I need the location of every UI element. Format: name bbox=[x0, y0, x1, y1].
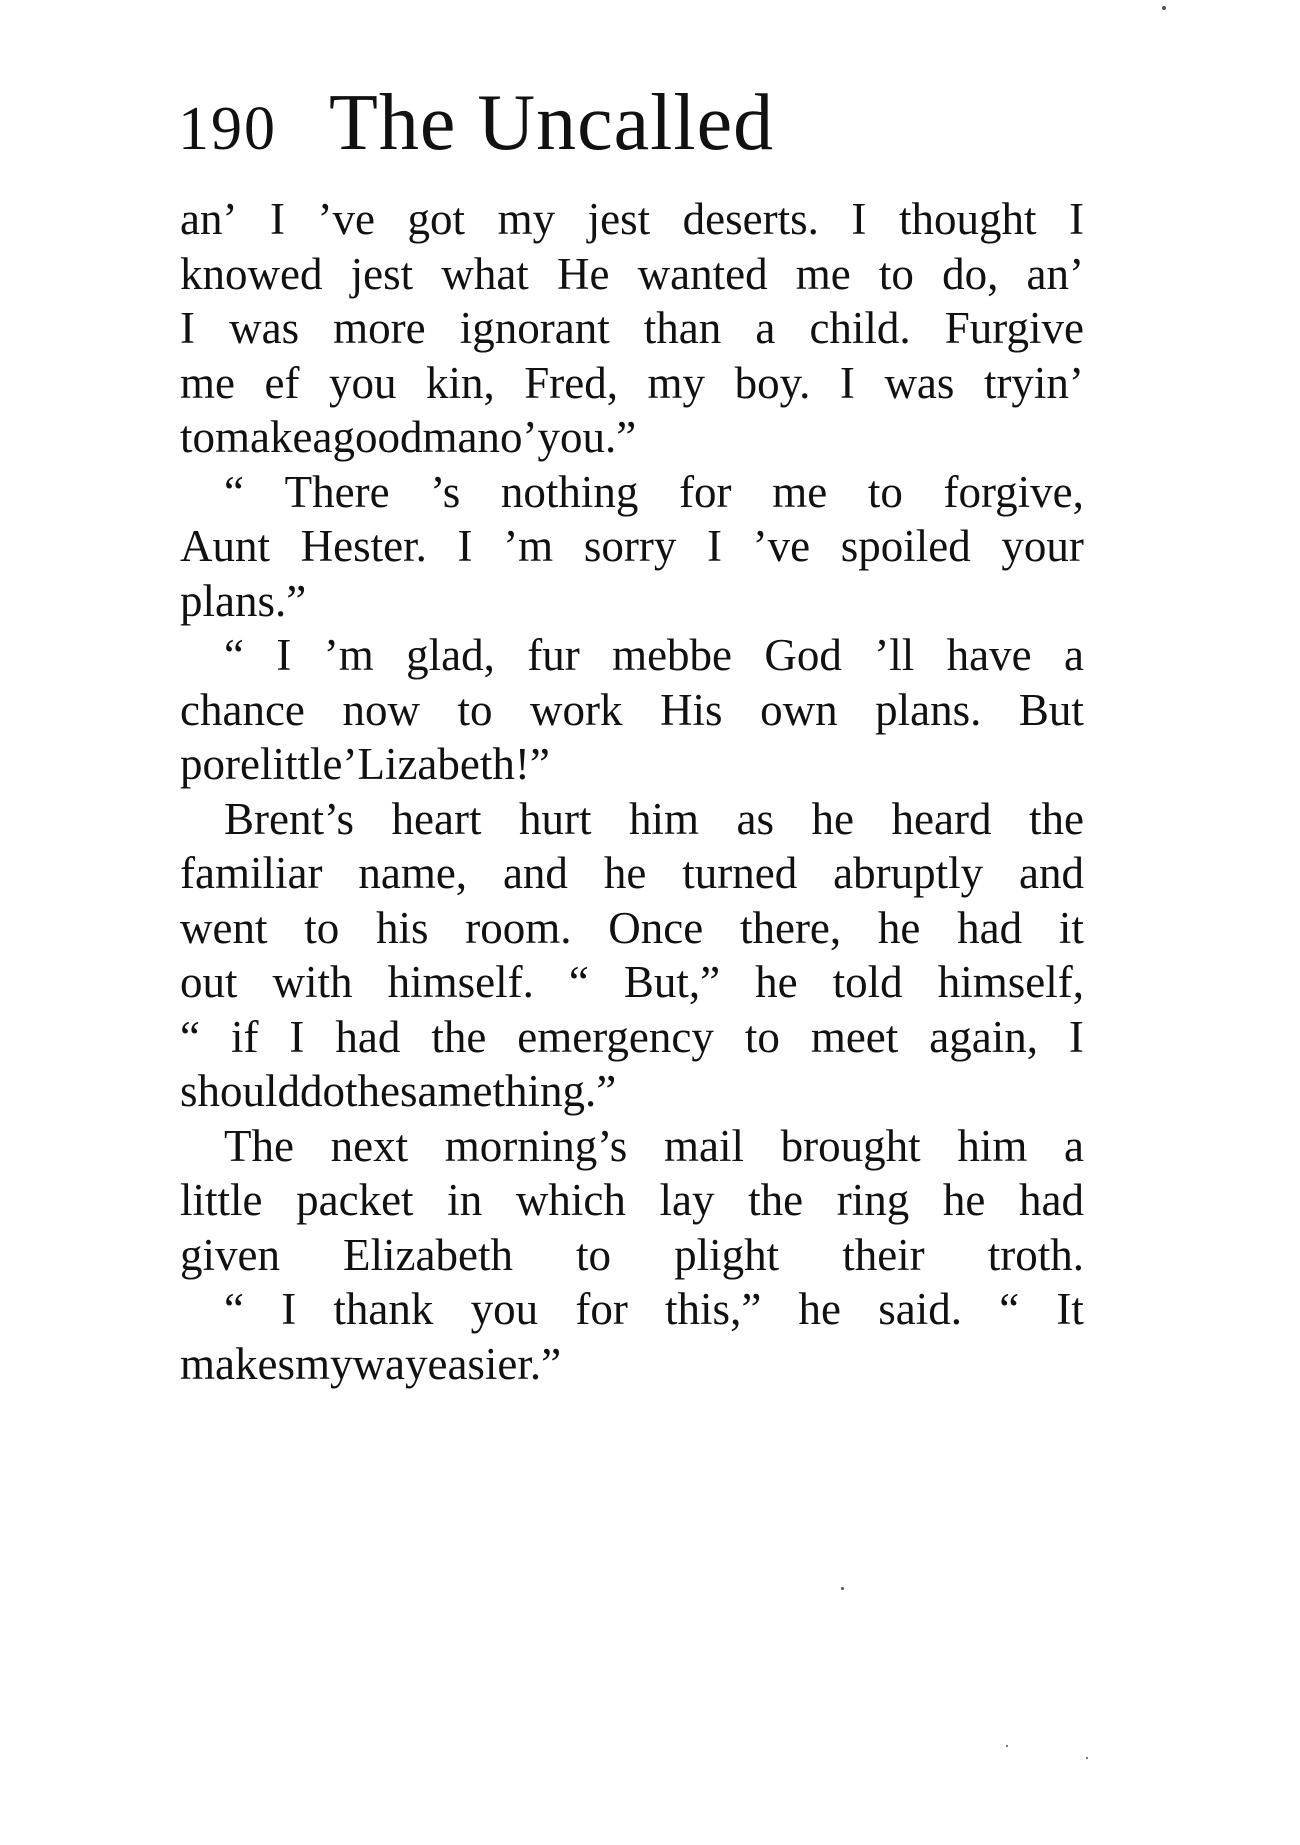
word: pore bbox=[180, 739, 260, 789]
word: ’s bbox=[430, 466, 461, 517]
word: I bbox=[1068, 1011, 1084, 1062]
text-line bbox=[180, 1282, 1084, 1337]
word: should bbox=[180, 1066, 301, 1116]
word: Brent’s bbox=[224, 793, 354, 844]
word: ef bbox=[264, 357, 300, 408]
text-line bbox=[180, 519, 1084, 574]
word: there, bbox=[739, 902, 842, 953]
word: forgive, bbox=[943, 466, 1084, 517]
word: hurt bbox=[518, 793, 592, 844]
word: himself. bbox=[387, 957, 534, 1007]
word: for bbox=[679, 466, 732, 517]
word: thank bbox=[333, 1284, 434, 1334]
word: “ bbox=[224, 466, 244, 517]
word: I bbox=[1068, 194, 1084, 244]
text-line bbox=[180, 465, 1084, 520]
word: you bbox=[470, 1284, 539, 1334]
word: in bbox=[447, 1175, 483, 1225]
word: He bbox=[556, 248, 610, 299]
text-line bbox=[180, 792, 1084, 847]
word: plans. bbox=[875, 684, 982, 735]
paper-speck bbox=[1006, 1745, 1008, 1747]
word: good bbox=[332, 412, 423, 462]
word: to bbox=[180, 412, 216, 462]
word: was bbox=[884, 357, 955, 408]
word: a bbox=[1064, 1120, 1084, 1171]
word: boy. bbox=[734, 357, 811, 408]
word: to bbox=[878, 248, 914, 299]
word: abruptly bbox=[833, 848, 984, 898]
word: he bbox=[877, 902, 921, 953]
text-line bbox=[180, 247, 1084, 302]
word: he bbox=[798, 1284, 841, 1334]
word: a bbox=[312, 412, 333, 462]
word: Hester. bbox=[300, 521, 427, 571]
word: glad, bbox=[406, 630, 495, 680]
word: me bbox=[180, 357, 235, 408]
word: have bbox=[946, 630, 1032, 680]
word: their bbox=[842, 1229, 925, 1280]
text-line bbox=[180, 846, 1084, 901]
word: tryin’ bbox=[983, 357, 1084, 408]
word: given bbox=[180, 1229, 280, 1280]
word: child. bbox=[809, 303, 911, 353]
word: chance bbox=[180, 684, 305, 735]
word: had bbox=[1019, 1175, 1084, 1225]
word: mebbe bbox=[612, 630, 733, 680]
word: he bbox=[942, 1175, 986, 1225]
word: troth. bbox=[987, 1229, 1084, 1280]
word: jest bbox=[350, 248, 414, 299]
word: Elizabeth bbox=[343, 1229, 513, 1280]
word: plight bbox=[674, 1229, 780, 1280]
text-line bbox=[180, 683, 1084, 738]
word: for bbox=[575, 1284, 628, 1334]
word: and bbox=[1018, 848, 1084, 898]
paper-speck bbox=[1086, 1757, 1088, 1759]
word: an’ bbox=[180, 194, 238, 244]
word: “ bbox=[999, 1284, 1020, 1334]
word: room. bbox=[465, 902, 572, 953]
word: work bbox=[530, 684, 623, 735]
word: he bbox=[603, 848, 647, 898]
word: turned bbox=[682, 848, 798, 898]
word: morning’s bbox=[444, 1120, 628, 1171]
word: deserts. bbox=[682, 194, 819, 244]
word: which bbox=[515, 1175, 626, 1225]
text-line bbox=[180, 1337, 1084, 1392]
word: himself, bbox=[937, 957, 1084, 1007]
word: meet bbox=[810, 1011, 899, 1062]
word: my bbox=[497, 194, 556, 244]
word: same bbox=[400, 1066, 493, 1116]
word: nothing bbox=[500, 466, 639, 517]
text-line bbox=[180, 410, 1084, 465]
word: ’m bbox=[323, 630, 374, 680]
word: easier.” bbox=[427, 1338, 562, 1389]
word: Furgive bbox=[944, 303, 1084, 353]
word: I bbox=[180, 303, 195, 353]
word: your bbox=[1001, 521, 1084, 571]
word: told bbox=[832, 957, 903, 1007]
word: to bbox=[576, 1229, 612, 1280]
word: I bbox=[289, 1011, 305, 1062]
word: and bbox=[502, 848, 568, 898]
word: Fred, bbox=[524, 357, 619, 408]
text-line bbox=[180, 192, 1084, 247]
word: wanted bbox=[637, 248, 768, 299]
word: got bbox=[407, 194, 466, 244]
word: I bbox=[276, 630, 292, 680]
word: to bbox=[457, 684, 493, 735]
word: lay bbox=[659, 1175, 715, 1225]
text-line bbox=[180, 574, 1084, 629]
word: man bbox=[422, 412, 500, 462]
word: Once bbox=[608, 902, 704, 953]
word: an’ bbox=[1026, 248, 1084, 299]
word: “ bbox=[224, 630, 244, 680]
text-line bbox=[180, 1064, 1084, 1119]
word: ignorant bbox=[459, 303, 610, 353]
word: him bbox=[957, 1120, 1028, 1171]
word: than bbox=[643, 303, 722, 353]
word: heart bbox=[391, 793, 482, 844]
word: jest bbox=[587, 194, 651, 244]
word: “ bbox=[180, 1011, 200, 1062]
word: emergency bbox=[517, 1011, 714, 1062]
word: now bbox=[342, 684, 420, 735]
word: plans.” bbox=[180, 575, 307, 626]
word: the bbox=[431, 1011, 487, 1062]
word: packet bbox=[296, 1175, 414, 1225]
word: God bbox=[764, 630, 842, 680]
word: my bbox=[294, 1338, 353, 1389]
page-number: 190 bbox=[178, 95, 277, 163]
word: make bbox=[215, 412, 313, 462]
word: what bbox=[441, 248, 529, 299]
word: There bbox=[284, 466, 390, 517]
word: makes bbox=[180, 1338, 295, 1389]
word: the bbox=[748, 1175, 804, 1225]
word: had bbox=[957, 902, 1023, 953]
word: familiar bbox=[180, 848, 323, 898]
word: to bbox=[867, 466, 903, 517]
word: this,” bbox=[665, 1284, 762, 1334]
word: spoiled bbox=[840, 521, 971, 571]
word: But,” bbox=[623, 957, 721, 1007]
word: little bbox=[259, 739, 343, 789]
word: heard bbox=[891, 793, 992, 844]
word: “ bbox=[568, 957, 589, 1007]
word: ’ve bbox=[752, 521, 811, 571]
text-line bbox=[180, 1228, 1084, 1283]
text-line bbox=[180, 955, 1084, 1010]
word: my bbox=[647, 357, 706, 408]
word: had bbox=[335, 1011, 401, 1062]
word: ’m bbox=[503, 521, 554, 571]
word: The bbox=[224, 1120, 294, 1171]
paper-speck bbox=[1162, 6, 1166, 10]
running-head bbox=[178, 78, 775, 167]
text-line bbox=[180, 301, 1084, 356]
running-title: The Uncalled bbox=[329, 79, 775, 167]
word: ’ll bbox=[874, 630, 915, 680]
word: was bbox=[229, 303, 300, 353]
word: I bbox=[851, 194, 867, 244]
word: “ bbox=[224, 1284, 244, 1334]
word: him bbox=[628, 793, 699, 844]
word: a bbox=[1063, 630, 1084, 680]
word: next bbox=[330, 1120, 409, 1171]
word: with bbox=[272, 957, 353, 1007]
text-line bbox=[180, 356, 1084, 411]
word: sorry bbox=[583, 521, 677, 571]
word: !” bbox=[514, 739, 550, 789]
word: It bbox=[1056, 1284, 1084, 1334]
word: his bbox=[376, 902, 429, 953]
word: the bbox=[345, 1066, 400, 1116]
word: if bbox=[230, 1011, 259, 1062]
word: do, bbox=[942, 248, 999, 299]
text-line bbox=[180, 628, 1084, 683]
word: do bbox=[300, 1066, 346, 1116]
word: o’ bbox=[499, 412, 538, 462]
word: more bbox=[333, 303, 426, 353]
word: said. bbox=[878, 1284, 962, 1334]
word: again, bbox=[929, 1011, 1038, 1062]
word: he bbox=[811, 793, 855, 844]
word: ’Lizabeth bbox=[342, 739, 515, 789]
word: to bbox=[744, 1011, 780, 1062]
text-line bbox=[180, 901, 1084, 956]
word: little bbox=[180, 1175, 263, 1225]
text-line bbox=[180, 1173, 1084, 1228]
word: brought bbox=[780, 1120, 921, 1171]
text-line bbox=[180, 1010, 1084, 1065]
text-line bbox=[180, 737, 1084, 792]
word: went bbox=[180, 902, 268, 953]
word: knowed bbox=[180, 248, 323, 299]
word: to bbox=[304, 902, 340, 953]
word: own bbox=[760, 684, 838, 735]
word: fur bbox=[527, 630, 580, 680]
word: ring bbox=[836, 1175, 910, 1225]
word: thought bbox=[898, 194, 1037, 244]
word: But bbox=[1018, 684, 1084, 735]
word: me bbox=[795, 248, 851, 299]
word: ’ve bbox=[317, 194, 375, 244]
body-text bbox=[180, 192, 1084, 1391]
word: name, bbox=[358, 848, 468, 898]
word: I bbox=[270, 194, 285, 244]
word: mail bbox=[663, 1120, 744, 1171]
word: kin, bbox=[426, 357, 495, 408]
word: I bbox=[281, 1284, 297, 1334]
word: His bbox=[660, 684, 723, 735]
word: it bbox=[1058, 902, 1084, 953]
word: he bbox=[755, 957, 798, 1007]
word: I bbox=[706, 521, 722, 571]
paper-speck bbox=[841, 1587, 844, 1590]
word: a bbox=[755, 303, 776, 353]
word: way bbox=[352, 1338, 428, 1389]
word: the bbox=[1028, 793, 1084, 844]
word: me bbox=[772, 466, 828, 517]
word: out bbox=[180, 957, 238, 1007]
word: thing.” bbox=[492, 1066, 617, 1116]
word: as bbox=[736, 793, 775, 844]
word: Aunt bbox=[180, 521, 270, 571]
word: I bbox=[457, 521, 473, 571]
word: you.” bbox=[537, 412, 637, 462]
word: you bbox=[328, 357, 397, 408]
text-line bbox=[180, 1119, 1084, 1174]
word: I bbox=[839, 357, 855, 408]
